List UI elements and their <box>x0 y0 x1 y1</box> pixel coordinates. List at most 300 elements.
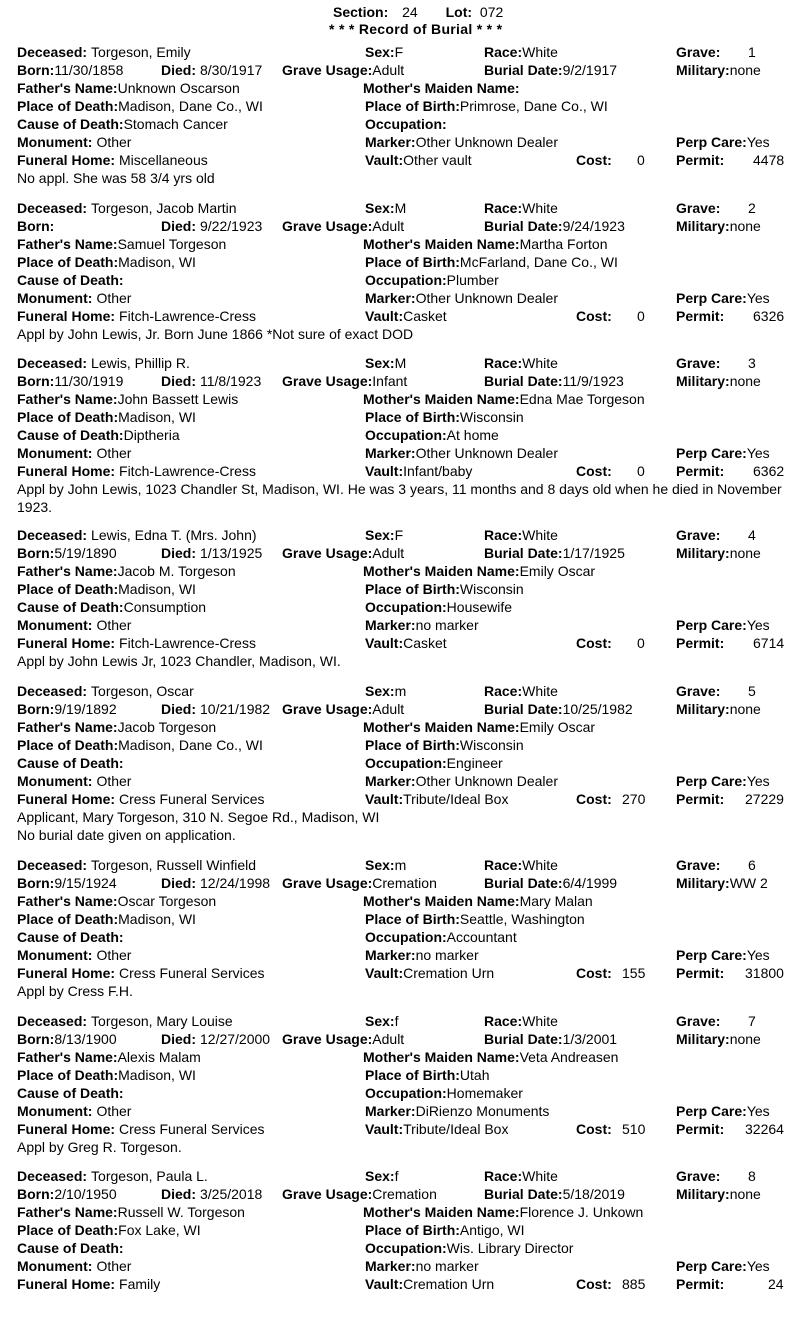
military-label: Military: <box>676 62 730 78</box>
deceased-label: Deceased: <box>17 1013 88 1029</box>
sex-value: F <box>394 44 404 60</box>
marker-field <box>365 444 558 462</box>
occupation-label: Occupation: <box>365 427 447 443</box>
race-field <box>484 43 558 61</box>
born-field <box>17 544 117 562</box>
cost-label: Cost: <box>576 308 612 324</box>
occupation-value: At home <box>446 427 499 443</box>
military-field <box>676 700 761 718</box>
perp-care-field <box>676 133 770 151</box>
cause-label: Cause of Death: <box>17 272 124 288</box>
perp-care-field <box>676 1257 770 1275</box>
burial-date-value: 11/9/1923 <box>562 373 624 389</box>
vault-field <box>365 307 447 325</box>
permit-field <box>676 307 724 325</box>
permit-value: 6714 <box>753 635 785 651</box>
vault-value: Casket <box>403 635 447 651</box>
grave-usage-label: Grave Usage: <box>282 1186 373 1202</box>
cause-label: Cause of Death: <box>17 116 124 132</box>
burial-date-value: 5/18/2019 <box>562 1186 625 1202</box>
died-field <box>161 372 261 390</box>
burial-record <box>0 526 800 676</box>
father-label: Father's Name: <box>17 563 118 579</box>
place-of-birth-label: Place of Birth: <box>365 737 460 753</box>
funeral-home-field <box>17 462 256 480</box>
burial-date-field <box>484 700 633 718</box>
grave-value: 6 <box>748 857 756 873</box>
marker-value: no marker <box>415 1258 479 1274</box>
race-field <box>484 526 558 544</box>
place-of-birth-value: Wisconsin <box>459 409 524 425</box>
burial-date-label: Burial Date: <box>484 62 563 78</box>
perp-care-field <box>676 772 770 790</box>
father-label: Father's Name: <box>17 1049 118 1065</box>
permit-label: Permit: <box>676 965 725 981</box>
vault-label: Vault: <box>365 965 404 981</box>
grave-usage-field <box>282 544 404 562</box>
perp-care-field <box>676 289 770 307</box>
place-of-birth-value: Primrose, Dane Co., WI <box>459 98 608 114</box>
burial-date-value: 9/24/1923 <box>562 218 625 234</box>
burial-date-label: Burial Date: <box>484 218 563 234</box>
grave-usage-label: Grave Usage: <box>282 218 373 234</box>
died-field <box>161 1185 262 1203</box>
born-value: 9/15/1924 <box>54 875 117 891</box>
race-label: Race: <box>484 1013 523 1029</box>
burial-record <box>0 43 800 193</box>
place-of-death-label: Place of Death: <box>17 1222 119 1238</box>
deceased-label: Deceased: <box>17 44 88 60</box>
monument-field <box>17 1102 131 1120</box>
funeral-home-label: Funeral Home: <box>17 308 116 324</box>
military-value: none <box>729 218 761 234</box>
died-value: 1/13/1925 <box>200 545 263 561</box>
cost-value: 270 <box>622 791 646 807</box>
cost-value: 885 <box>622 1276 646 1292</box>
monument-field <box>17 289 131 307</box>
occupation-value: Homemaker <box>446 1085 523 1101</box>
occupation-field <box>365 598 512 616</box>
occupation-label: Occupation: <box>365 1085 447 1101</box>
mother-field <box>363 390 645 408</box>
mother-field <box>363 235 608 253</box>
died-field <box>161 874 270 892</box>
military-value: none <box>729 1186 761 1202</box>
perp-care-label: Perp Care: <box>676 947 747 963</box>
father-value: Russell W. Torgeson <box>117 1204 245 1220</box>
grave-label: Grave: <box>676 527 721 543</box>
father-field <box>17 79 240 97</box>
deceased-field <box>17 526 257 544</box>
section-number: 24 <box>402 4 418 20</box>
permit-label: Permit: <box>676 308 725 324</box>
place-of-birth-field <box>365 1066 489 1084</box>
sex-value: m <box>394 857 407 873</box>
mother-label: Mother's Maiden Name: <box>363 1049 520 1065</box>
sex-label: Sex: <box>365 683 395 699</box>
burial-record <box>0 856 800 1006</box>
funeral-home-value: Fitch-Lawrence-Cress <box>119 463 256 479</box>
mother-field <box>363 1203 643 1221</box>
military-field <box>676 874 768 892</box>
funeral-home-field <box>17 151 208 169</box>
cost-label: Cost: <box>576 635 612 651</box>
funeral-home-label: Funeral Home: <box>17 965 116 981</box>
funeral-home-field <box>17 634 256 652</box>
deceased-value: Torgeson, Paula L. <box>91 1168 208 1184</box>
place-of-birth-value: Wisconsin <box>459 581 524 597</box>
place-of-death-label: Place of Death: <box>17 1067 119 1083</box>
occupation-field <box>365 426 499 444</box>
cost-label: Cost: <box>576 1276 612 1292</box>
place-of-death-field <box>17 408 196 426</box>
sex-label: Sex: <box>365 1013 395 1029</box>
funeral-home-field <box>17 964 265 982</box>
burial-date-value: 9/2/1917 <box>562 62 618 78</box>
grave-field <box>676 526 720 544</box>
burial-date-label: Burial Date: <box>484 545 563 561</box>
place-of-birth-value: Antigo, WI <box>459 1222 525 1238</box>
military-value: WW 2 <box>729 875 768 891</box>
permit-field <box>676 462 724 480</box>
marker-label: Marker: <box>365 1103 416 1119</box>
died-label: Died: <box>161 218 196 234</box>
marker-value: Other Unknown Dealer <box>415 134 558 150</box>
cause-field <box>17 928 124 946</box>
perp-care-field <box>676 946 770 964</box>
military-label: Military: <box>676 875 730 891</box>
deceased-field <box>17 43 191 61</box>
monument-value: Other <box>96 134 132 150</box>
place-of-birth-label: Place of Birth: <box>365 254 460 270</box>
place-of-death-value: Madison, Dane Co., WI <box>118 98 263 114</box>
vault-label: Vault: <box>365 1121 404 1137</box>
occupation-field <box>365 1239 573 1257</box>
marker-field <box>365 1257 479 1275</box>
deceased-field <box>17 354 190 372</box>
cost-value: 0 <box>637 308 645 324</box>
born-field <box>17 1030 117 1048</box>
place-of-birth-field <box>365 736 524 754</box>
died-label: Died: <box>161 875 196 891</box>
died-field <box>161 700 270 718</box>
mother-value: Emily Oscar <box>519 563 596 579</box>
cost-label: Cost: <box>576 791 612 807</box>
burial-date-label: Burial Date: <box>484 1186 563 1202</box>
sex-label: Sex: <box>365 355 395 371</box>
military-label: Military: <box>676 701 730 717</box>
permit-field <box>676 790 724 808</box>
grave-label: Grave: <box>676 355 721 371</box>
perp-care-label: Perp Care: <box>676 290 747 306</box>
cost-field <box>576 151 612 169</box>
perp-care-value: Yes <box>746 947 770 963</box>
vault-value: Tribute/Ideal Box <box>403 791 509 807</box>
place-of-death-value: Madison, WI <box>118 409 196 425</box>
died-label: Died: <box>161 545 196 561</box>
mother-field <box>363 562 595 580</box>
cost-field <box>576 790 612 808</box>
permit-value: 27229 <box>745 791 784 807</box>
cost-value: 0 <box>637 635 645 651</box>
marker-value: Other Unknown Dealer <box>415 290 558 306</box>
marker-field <box>365 946 479 964</box>
burial-date-field <box>484 874 617 892</box>
monument-value: Other <box>96 445 132 461</box>
father-label: Father's Name: <box>17 719 118 735</box>
military-value: none <box>729 373 761 389</box>
grave-usage-label: Grave Usage: <box>282 545 373 561</box>
grave-value: 2 <box>748 200 756 216</box>
mother-field <box>363 718 595 736</box>
cost-value: 155 <box>622 965 646 981</box>
father-label: Father's Name: <box>17 893 118 909</box>
sex-value: F <box>394 527 404 543</box>
occupation-field <box>365 754 503 772</box>
place-of-birth-label: Place of Birth: <box>365 911 460 927</box>
deceased-value: Torgeson, Jacob Martin <box>91 200 237 216</box>
race-value: White <box>522 683 558 699</box>
place-of-birth-value: Utah <box>459 1067 490 1083</box>
died-field <box>161 544 262 562</box>
permit-label: Permit: <box>676 1121 725 1137</box>
marker-label: Marker: <box>365 134 416 150</box>
born-value: 11/30/1858 <box>54 62 124 78</box>
burial-date-value: 10/25/1982 <box>562 701 633 717</box>
place-of-death-field <box>17 253 196 271</box>
place-of-death-value: Madison, WI <box>118 1067 196 1083</box>
died-label: Died: <box>161 62 196 78</box>
place-of-birth-label: Place of Birth: <box>365 1222 460 1238</box>
perp-care-label: Perp Care: <box>676 773 747 789</box>
born-label: Born: <box>17 701 55 717</box>
place-of-death-value: Fox Lake, WI <box>118 1222 201 1238</box>
race-value: White <box>522 527 558 543</box>
monument-label: Monument: <box>17 1103 93 1119</box>
place-of-death-label: Place of Death: <box>17 911 119 927</box>
occupation-field <box>365 1084 523 1102</box>
perp-care-label: Perp Care: <box>676 445 747 461</box>
occupation-label: Occupation: <box>365 116 447 132</box>
race-value: White <box>522 200 558 216</box>
perp-care-value: Yes <box>746 445 770 461</box>
place-of-death-label: Place of Death: <box>17 737 119 753</box>
military-field <box>676 61 761 79</box>
permit-field <box>676 964 724 982</box>
funeral-home-field <box>17 790 265 808</box>
cause-label: Cause of Death: <box>17 427 124 443</box>
cost-field <box>576 964 612 982</box>
race-value: White <box>522 1013 558 1029</box>
perp-care-label: Perp Care: <box>676 134 747 150</box>
born-value: 2/10/1950 <box>54 1186 117 1202</box>
monument-value: Other <box>96 773 132 789</box>
burial-date-label: Burial Date: <box>484 373 563 389</box>
mother-field <box>363 1048 618 1066</box>
military-label: Military: <box>676 1186 730 1202</box>
race-field <box>484 1167 558 1185</box>
monument-label: Monument: <box>17 947 93 963</box>
mother-label: Mother's Maiden Name: <box>363 236 520 252</box>
perp-care-label: Perp Care: <box>676 1258 747 1274</box>
occupation-value: Housewife <box>446 599 513 615</box>
grave-usage-field <box>282 217 404 235</box>
monument-label: Monument: <box>17 1258 93 1274</box>
monument-value: Other <box>96 1258 132 1274</box>
burial-date-field <box>484 1185 625 1203</box>
father-label: Father's Name: <box>17 236 118 252</box>
died-value: 9/22/1923 <box>200 218 263 234</box>
monument-label: Monument: <box>17 445 93 461</box>
grave-label: Grave: <box>676 44 721 60</box>
place-of-death-label: Place of Death: <box>17 254 119 270</box>
military-label: Military: <box>676 218 730 234</box>
deceased-label: Deceased: <box>17 857 88 873</box>
funeral-home-label: Funeral Home: <box>17 1276 116 1292</box>
grave-label: Grave: <box>676 683 721 699</box>
sex-label: Sex: <box>365 200 395 216</box>
vault-value: Casket <box>403 308 447 324</box>
marker-field <box>365 133 558 151</box>
lot-label: Lot: <box>445 4 473 20</box>
deceased-value: Torgeson, Emily <box>91 44 191 60</box>
grave-value: 4 <box>748 527 756 543</box>
place-of-birth-value: Seattle, Washington <box>459 911 585 927</box>
deceased-value: Lewis, Edna T. (Mrs. John) <box>91 527 257 543</box>
deceased-value: Lewis, Phillip R. <box>91 355 190 371</box>
military-value: none <box>729 1031 761 1047</box>
permit-label: Permit: <box>676 463 725 479</box>
marker-value: Other Unknown Dealer <box>415 773 558 789</box>
died-value: 11/8/1923 <box>200 373 262 389</box>
occupation-label: Occupation: <box>365 599 447 615</box>
mother-value: Veta Andreasen <box>519 1049 619 1065</box>
deceased-field <box>17 856 256 874</box>
marker-value: DiRienzo Monuments <box>415 1103 550 1119</box>
deceased-value: Torgeson, Russell Winfield <box>91 857 257 873</box>
cause-field <box>17 1239 124 1257</box>
cause-value: Diptheria <box>123 427 180 443</box>
cost-label: Cost: <box>576 1121 612 1137</box>
died-value: 3/25/2018 <box>200 1186 263 1202</box>
record-notes: Appl by John Lewis Jr, 1023 Chandler, Madison, WI. <box>17 653 341 669</box>
race-field <box>484 1012 558 1030</box>
cost-field <box>576 1275 612 1293</box>
marker-label: Marker: <box>365 617 416 633</box>
grave-usage-value: Infant <box>372 373 408 389</box>
born-value: 8/13/1900 <box>54 1031 117 1047</box>
marker-field <box>365 616 479 634</box>
funeral-home-value: Fitch-Lawrence-Cress <box>119 635 256 651</box>
monument-value: Other <box>96 290 132 306</box>
marker-value: no marker <box>415 947 479 963</box>
grave-field <box>676 682 720 700</box>
funeral-home-label: Funeral Home: <box>17 791 116 807</box>
grave-label: Grave: <box>676 1168 721 1184</box>
perp-care-field <box>676 444 770 462</box>
cause-field <box>17 754 124 772</box>
deceased-field <box>17 1167 208 1185</box>
vault-label: Vault: <box>365 791 404 807</box>
record-notes: No appl. She was 58 3/4 yrs old <box>17 170 215 186</box>
funeral-home-value: Miscellaneous <box>119 152 208 168</box>
place-of-death-field <box>17 97 263 115</box>
vault-field <box>365 964 494 982</box>
burial-record <box>0 1167 800 1317</box>
cost-field <box>576 1120 612 1138</box>
mother-value: Martha Forton <box>519 236 608 252</box>
grave-usage-field <box>282 1185 437 1203</box>
military-label: Military: <box>676 1031 730 1047</box>
sex-field <box>365 199 406 217</box>
permit-field <box>676 1275 724 1293</box>
grave-value: 1 <box>748 44 756 60</box>
monument-label: Monument: <box>17 290 93 306</box>
race-label: Race: <box>484 1168 523 1184</box>
cause-field <box>17 1084 124 1102</box>
born-value: 9/19/1892 <box>54 701 117 717</box>
perp-care-field <box>676 616 770 634</box>
military-value: none <box>729 545 761 561</box>
occupation-value: Engineer <box>446 755 503 771</box>
place-of-birth-label: Place of Birth: <box>365 409 460 425</box>
military-label: Military: <box>676 545 730 561</box>
funeral-home-label: Funeral Home: <box>17 463 116 479</box>
born-field <box>17 700 117 718</box>
cost-value: 510 <box>622 1121 646 1137</box>
burial-date-field <box>484 544 625 562</box>
father-value: Oscar Torgeson <box>117 893 217 909</box>
race-label: Race: <box>484 857 523 873</box>
grave-value: 8 <box>748 1168 756 1184</box>
mother-label: Mother's Maiden Name: <box>363 80 520 96</box>
grave-label: Grave: <box>676 857 721 873</box>
sex-value: M <box>394 200 407 216</box>
grave-usage-field <box>282 372 407 390</box>
grave-label: Grave: <box>676 200 721 216</box>
cost-value: 0 <box>637 463 645 479</box>
born-label: Born: <box>17 373 55 389</box>
cause-label: Cause of Death: <box>17 1240 124 1256</box>
deceased-label: Deceased: <box>17 527 88 543</box>
vault-field <box>365 790 508 808</box>
deceased-field <box>17 1012 233 1030</box>
father-field <box>17 1048 201 1066</box>
permit-value: 32264 <box>745 1121 784 1137</box>
occupation-label: Occupation: <box>365 272 447 288</box>
perp-care-value: Yes <box>746 1103 770 1119</box>
marker-field <box>365 1102 549 1120</box>
died-value: 8/30/1917 <box>200 62 263 78</box>
monument-value: Other <box>96 617 132 633</box>
page-header <box>0 4 800 38</box>
grave-usage-value: Cremation <box>372 875 437 891</box>
grave-label: Grave: <box>676 1013 721 1029</box>
vault-label: Vault: <box>365 308 404 324</box>
place-of-birth-field <box>365 580 524 598</box>
grave-usage-label: Grave Usage: <box>282 1031 373 1047</box>
grave-usage-field <box>282 874 437 892</box>
occupation-value: Wis. Library Director <box>446 1240 574 1256</box>
father-label: Father's Name: <box>17 1204 118 1220</box>
occupation-value: Plumber <box>446 272 499 288</box>
burial-date-label: Burial Date: <box>484 701 563 717</box>
deceased-value: Torgeson, Mary Louise <box>91 1013 233 1029</box>
vault-label: Vault: <box>365 1276 404 1292</box>
grave-field <box>676 354 720 372</box>
died-label: Died: <box>161 701 196 717</box>
military-label: Military: <box>676 373 730 389</box>
